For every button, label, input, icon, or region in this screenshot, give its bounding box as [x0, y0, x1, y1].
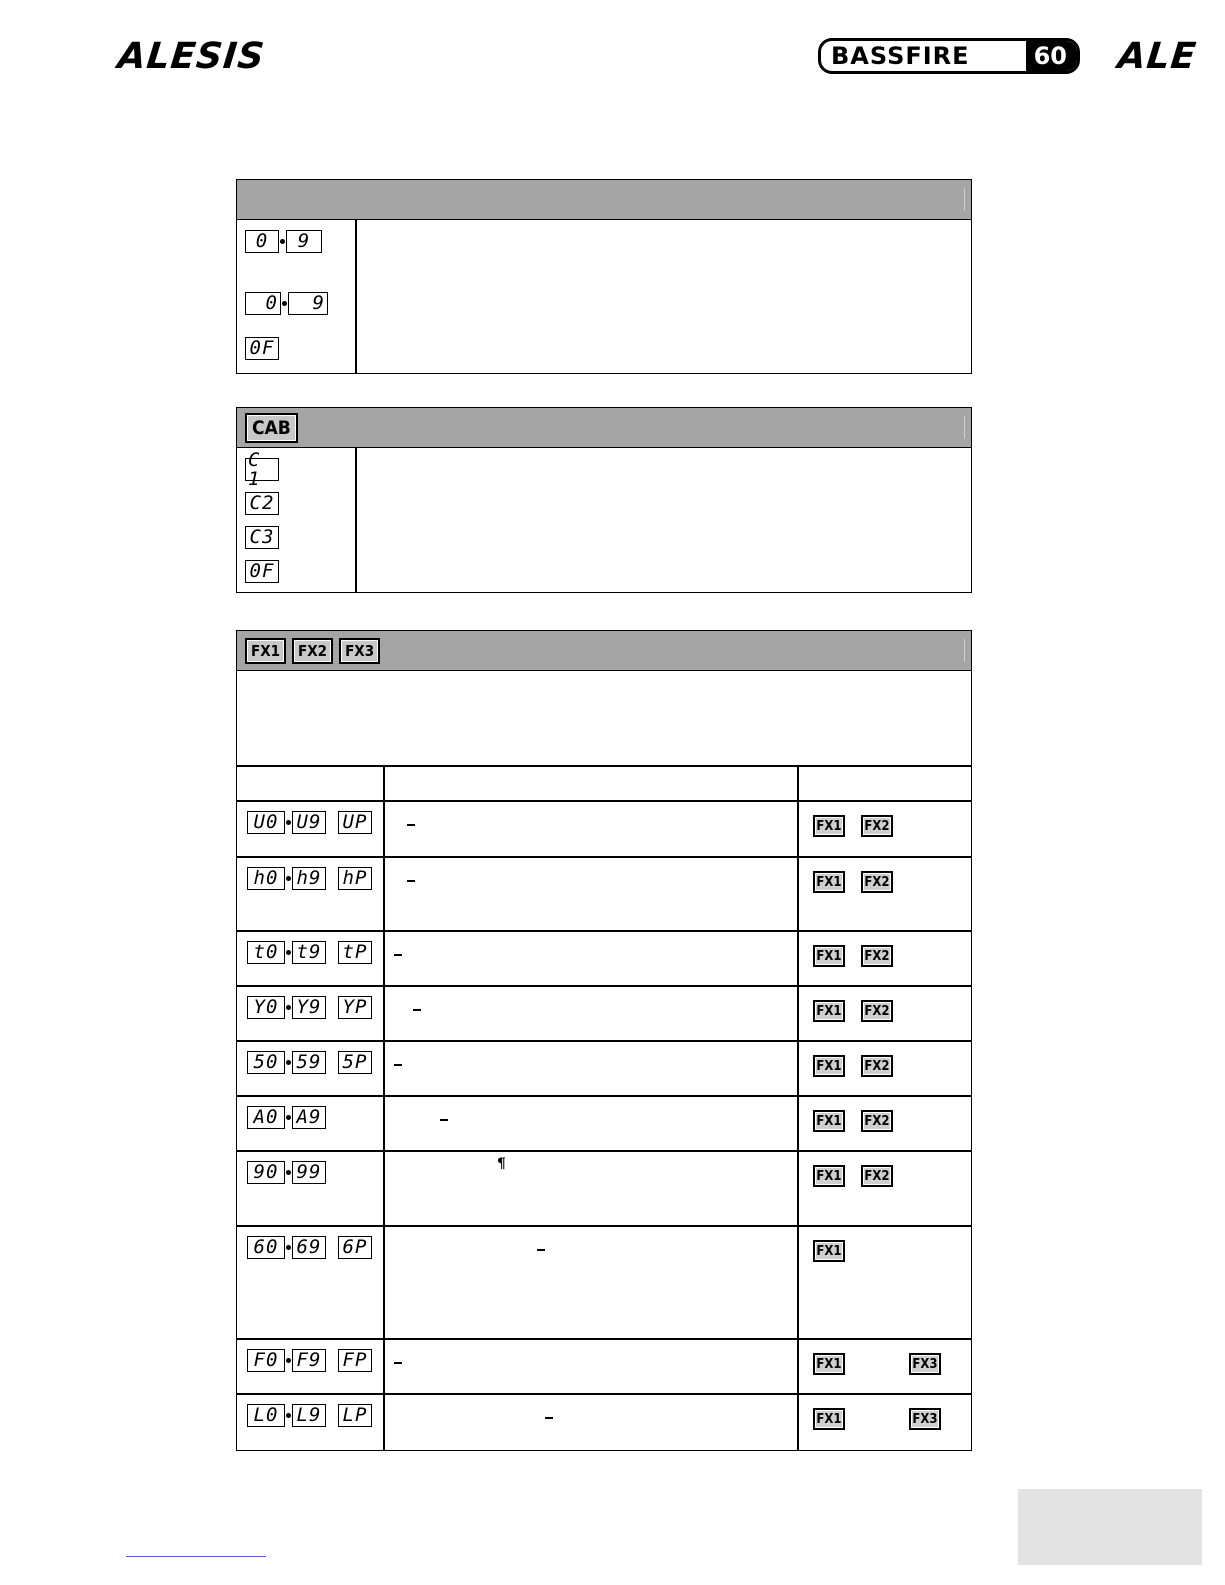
arrow-icon: [286, 876, 291, 881]
seg-display-c1: C 1: [245, 458, 279, 481]
arrow-icon: [286, 1413, 291, 1418]
table-row: [237, 930, 971, 985]
fx1-button[interactable]: FX1: [245, 638, 286, 664]
seg-display-from: h0: [247, 867, 285, 890]
seg-display-preset: YP: [338, 996, 372, 1019]
seg-display-from: Y0: [247, 996, 285, 1019]
display-range-2: [245, 292, 328, 315]
seg-display-group: [247, 996, 372, 1019]
fx1-badge: FX1: [813, 1353, 845, 1375]
arrow-icon: [286, 1170, 291, 1175]
panel-header: [237, 631, 971, 671]
seg-display-group: [247, 1106, 326, 1129]
fx1-badge: FX1: [813, 1240, 845, 1262]
dash-mark: [394, 1064, 402, 1066]
seg-display-c3: C3: [245, 526, 279, 549]
table-row: [237, 1040, 971, 1095]
table-row: [237, 856, 971, 930]
table-row: [237, 1225, 971, 1338]
seg-display: 9: [286, 230, 322, 253]
seg-display-group: [247, 941, 372, 964]
seg-display-from: L0: [247, 1404, 285, 1427]
arrow-icon: [286, 950, 291, 955]
page-number-box: [1018, 1489, 1202, 1565]
table-row: [237, 1338, 971, 1393]
display-off: [245, 337, 279, 360]
arrow-icon: [286, 1005, 291, 1010]
fx2-button[interactable]: FX2: [292, 638, 333, 664]
seg-display-preset: hP: [338, 867, 372, 890]
bassfire-60-logo: [818, 38, 1080, 74]
panel-cab: [236, 407, 972, 593]
seg-display-group: [247, 1161, 326, 1184]
arrow-icon: [286, 820, 291, 825]
fx2-badge: FX2: [861, 1165, 893, 1187]
product-name: BASSFIRE: [831, 42, 970, 70]
seg-display-preset: FP: [338, 1349, 372, 1372]
dash-mark: [407, 824, 415, 826]
seg-display-to: h9: [292, 867, 326, 890]
fx3-badge: FX3: [909, 1353, 941, 1375]
seg-display-from: 60: [247, 1236, 285, 1259]
seg-display-to: Y9: [292, 996, 326, 1019]
pilcrow-mark: ¶: [497, 1156, 506, 1172]
arrow-icon: [286, 1060, 291, 1065]
seg-display-from: 90: [247, 1161, 285, 1184]
panel-fx: [236, 630, 972, 1451]
table-row: [237, 1150, 971, 1225]
fx2-badge: FX2: [861, 815, 893, 837]
cab-button[interactable]: CAB: [245, 413, 298, 443]
fx1-badge: FX1: [813, 1000, 845, 1022]
fx2-badge: FX2: [861, 1110, 893, 1132]
seg-display-to: L9: [292, 1404, 326, 1427]
fx1-badge: FX1: [813, 1408, 845, 1430]
seg-display-c2: C2: [245, 492, 279, 515]
seg-display-off: 0F: [245, 560, 279, 583]
dash-mark: [407, 880, 415, 882]
fx1-badge: FX1: [813, 1110, 845, 1132]
dash-mark: [394, 1362, 402, 1364]
seg-display-preset: LP: [338, 1404, 372, 1427]
seg-display-group: [247, 1349, 372, 1372]
seg-display-to: 69: [292, 1236, 326, 1259]
seg-display-to: F9: [292, 1349, 326, 1372]
seg-display-preset: 6P: [338, 1236, 372, 1259]
seg-display-to: 59: [292, 1051, 326, 1074]
alesis-logo: ALESIS: [115, 36, 267, 77]
table-row: [237, 1393, 971, 1448]
display-range-1: [245, 230, 322, 253]
panel-header: [237, 180, 971, 220]
alesis-logo-right: ALE: [1115, 36, 1199, 77]
seg-display-to: U9: [292, 811, 326, 834]
fx1-badge: FX1: [813, 815, 845, 837]
dash-mark: [545, 1417, 553, 1419]
seg-display-preset: 5P: [338, 1051, 372, 1074]
fx2-badge: FX2: [861, 871, 893, 893]
seg-display-from: t0: [247, 941, 285, 964]
seg-display-group: [247, 1404, 372, 1427]
seg-display-from: U0: [247, 811, 285, 834]
panel-header: [237, 408, 971, 448]
seg-display-group: [247, 867, 372, 890]
arrow-icon: [286, 1115, 291, 1120]
seg-display-from: A0: [247, 1106, 285, 1129]
seg-display-preset: tP: [338, 941, 372, 964]
fx3-button[interactable]: FX3: [339, 638, 380, 664]
dash-mark: [394, 954, 402, 956]
fx1-badge: FX1: [813, 871, 845, 893]
fx2-badge: FX2: [861, 945, 893, 967]
table-row: [237, 1095, 971, 1150]
seg-display: 0: [245, 292, 281, 315]
arrow-icon: [286, 1358, 291, 1363]
dash-mark: [537, 1249, 545, 1251]
seg-display-to: A9: [292, 1106, 326, 1129]
dash-mark: [440, 1119, 448, 1121]
seg-display-to: 99: [292, 1161, 326, 1184]
arrow-icon: [282, 301, 287, 306]
seg-display-preset: UP: [338, 811, 372, 834]
fx1-badge: FX1: [813, 1055, 845, 1077]
fx2-badge: FX2: [861, 1000, 893, 1022]
dash-mark: [413, 1009, 421, 1011]
arrow-icon: [286, 1245, 291, 1250]
seg-display: 0: [245, 230, 279, 253]
footer-link[interactable]: [126, 1556, 266, 1557]
product-number: 60: [1026, 41, 1077, 71]
fx2-badge: FX2: [861, 1055, 893, 1077]
fx1-badge: FX1: [813, 1165, 845, 1187]
seg-display: 0F: [245, 337, 279, 360]
fx1-badge: FX1: [813, 945, 845, 967]
seg-display-group: [247, 811, 372, 834]
fx3-badge: FX3: [909, 1408, 941, 1430]
seg-display: 9: [288, 292, 328, 315]
panel-unlabeled: [236, 179, 972, 374]
seg-display-group: [247, 1236, 372, 1259]
table-row: [237, 800, 971, 856]
arrow-icon: [280, 239, 285, 244]
seg-display-to: t9: [292, 941, 326, 964]
seg-display-from: F0: [247, 1349, 285, 1372]
table-row: [237, 985, 971, 1040]
seg-display-from: 50: [247, 1051, 285, 1074]
seg-display-group: [247, 1051, 372, 1074]
